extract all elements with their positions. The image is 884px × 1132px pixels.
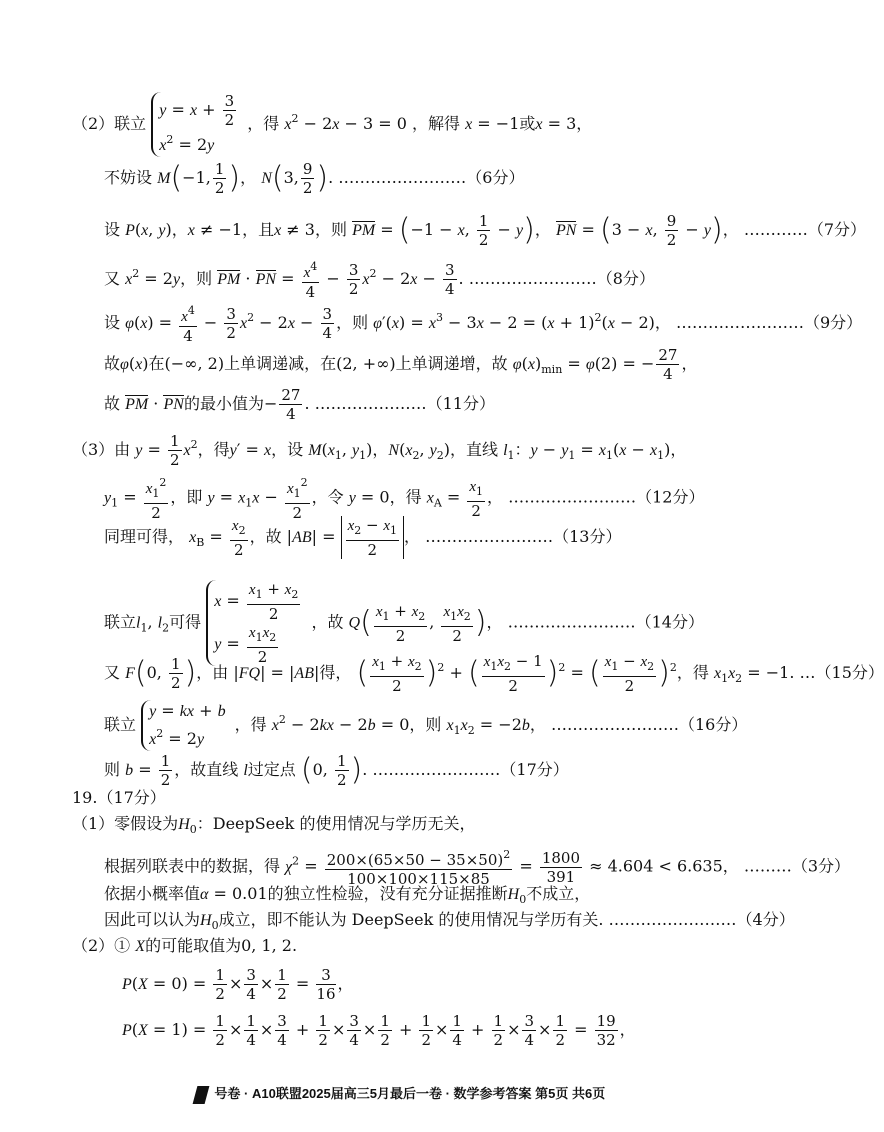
line-3: 设 P(x, y)，x ≠ −1，且x ≠ 3，则 PM = (−1 − x, $\frac{1}{2}$ − y)， PN = (3 − x, $\frac{9}{2}$ − y)， …………（7分）: [104, 212, 866, 249]
score-mark: ……………………（4分）: [608, 910, 795, 929]
text: 可得: [169, 612, 202, 632]
text: 的最小值为: [183, 394, 264, 413]
text: 故: [104, 354, 121, 373]
text: （3）由: [72, 440, 131, 459]
line-7: 故 PM · PN的最小值为− $\frac{27}{4}$ . …………………（11分）: [104, 386, 495, 423]
text: ，则: [180, 269, 213, 288]
line-21: P(X = 0) = $\frac{1}{2}$ × $\frac{3}{4}$ × $\frac{1}{2}$ = $\frac{3}{16}$ ，: [122, 966, 354, 1003]
text: 依据小概率值: [104, 884, 201, 903]
text: 根据列联表中的数据，得: [104, 856, 281, 876]
text: 设: [104, 313, 121, 332]
text: ，解得: [412, 114, 461, 133]
text: ，得: [234, 715, 267, 734]
score-mark: ………（3分）: [743, 856, 851, 876]
line-22: P(X = 1) = $\frac{1}{2}$ × $\frac{1}{4}$ × $\frac{3}{4}$ + $\frac{1}{2}$ × $\frac{3}{4}$ × $\frac{1}{2}$ + $\frac{1}{2}$ × $\frac{1}{4}$ + $\frac{1}{2}$ × $\frac{3}{4}$ × $\frac{1}{2}$ = $\frac{19}{32}$ ，: [122, 1012, 636, 1049]
text: ，且: [242, 220, 275, 239]
text: 同理可得，: [104, 527, 185, 546]
score-mark: …………………（11分）: [314, 394, 495, 413]
text: ，故: [249, 527, 282, 546]
text: 或: [519, 114, 536, 133]
score-mark: ……………………（6分）: [338, 168, 525, 187]
equation-system: y = kx + b $x^2 = 2y$: [141, 700, 225, 751]
text: ，令: [311, 487, 344, 507]
score-mark: ……………………（16分）: [550, 715, 748, 734]
text: 上单调递增，故: [395, 354, 508, 373]
line-4: 又 $x^2 = 2y$，则 PM · PN = $\frac{x^4}{4}$ − $\frac{3}{2}$ $x^2 - 2x$ − $\frac{3}{4}$ . ……………………（8分）: [104, 260, 655, 301]
score-mark: ……………………（8分）: [468, 269, 655, 288]
score-mark: …（15分）: [799, 663, 884, 682]
equation-system: x = $\frac{x_1 + x_2}{2}$ y = $\frac{x_1x_2}{2}$: [206, 580, 302, 666]
line-8: （3）由 y = $\frac{1}{2}$ $x^2$，得y′ = x，设 $M(x_1$, $y_1$)，$N(x_2$, $y_2$)，直线 $l_1$：$y - y_1 = x_1(x - x_1)$，: [72, 432, 687, 469]
text: ，得: [676, 663, 709, 682]
text: ：DeepSeek 的使用情况与学历无关，: [196, 814, 476, 833]
line-18: 依据小概率值α = 0.01的独立性检验，没有充分证据推断$H_0$不成立，: [104, 884, 591, 906]
line-17: 根据列联表中的数据，得 $\chi^2$ = $\frac{200\times(65\times 50 - 35\times 50)^2}{100\times 100\times 115\times 85}$ = $\frac{1800}{391}$ ≈ 4.604 < 6.635， ………（3分）: [104, 848, 851, 888]
question-19-heading: [72, 788, 166, 808]
brand-name: 号卷: [214, 1086, 241, 1101]
text: 不成立，: [526, 884, 591, 903]
brand-logo-icon: [192, 1086, 209, 1104]
page-footer: [0, 1083, 800, 1104]
line-2: 不妨设 M(−1, $\frac{1}{2}$ )， N(3, $\frac{9}{2}$ ). ……………………（6分）: [104, 160, 525, 197]
score-mark: ……………………（17分）: [372, 760, 569, 779]
text: ，则: [314, 220, 347, 239]
text: 成立，即不能认为 DeepSeek 的使用情况与学历有关.: [218, 910, 604, 929]
line-19: 因此可以认为$H_0$成立，即不能认为 DeepSeek 的使用情况与学历有关. ……………………（4分）: [104, 910, 795, 932]
text: ，故: [311, 612, 344, 632]
line-5: 设 φ(x) = $\frac{x^4}{4}$ − $\frac{3}{2}$ $x^2 - 2x$ − $\frac{3}{4}$ ，则 $\varphi'(x) = x^3 - 3x - 2 = (x + 1)^2(x - 2)$， ……………………（9分）: [104, 304, 863, 345]
text: ，得: [197, 440, 230, 459]
score-mark: ……………………（13分）: [425, 527, 622, 546]
text: 在: [148, 354, 165, 373]
text: 的独立性检验，没有充分证据推断: [267, 884, 508, 903]
text: 的可能取值为: [145, 936, 242, 955]
score-mark: …………（7分）: [743, 220, 866, 239]
line-12: 又 F(0, $\frac{1}{2}$ )，由 |FQ| = |AB|得， ( $\frac{x_1 + x_2}{2}$ )$^2$ + ( $\frac{x_1x_2 - 1}{2}$ )$^2$ = ( $\frac{x_1 - x_2}{2}$ )$^2$，得 $x_1x_2 = -1$. …（15分）: [104, 652, 884, 695]
text: ，由: [196, 663, 229, 682]
score-mark: ……………………（9分）: [675, 313, 863, 332]
text: 设: [104, 220, 121, 239]
text: ，设: [271, 440, 304, 459]
text: 19.（17分）: [72, 788, 166, 807]
text: （1）零假设为: [72, 814, 179, 833]
text: ，故直线: [174, 760, 239, 779]
footer-text: · A10联盟2025届高三5月最后一卷 · 数学参考答案 第5页 共6页: [244, 1086, 606, 1101]
text: （2）①: [72, 936, 131, 955]
line-16: （1）零假设为$H_0$：DeepSeek 的使用情况与学历无关，: [72, 814, 476, 836]
line-11: 联立$l_1$, $l_2$可得 x = $\frac{x_1 + x_2}{2}$ y = $\frac{x_1x_2}{2}$ ，故 Q( $\frac{x_1 + x_2}{2}$ , $\frac{x_1x_2}{2}$ )， ……………………（14分）: [104, 580, 704, 666]
text: ，得: [247, 114, 280, 133]
equation-system: y = x + $\frac{3}{2}$ $x^2 = 2y$: [151, 92, 238, 157]
text: 又: [104, 269, 121, 288]
text: 联立: [104, 715, 137, 734]
text: ，则: [336, 313, 369, 332]
line-14: 则 b = $\frac{1}{2}$ ，故直线 l过定点 (0, $\frac{1}{2}$ ). ……………………（17分）: [104, 752, 569, 789]
score-mark: ……………………（14分）: [507, 612, 704, 632]
text: （2）联立: [72, 114, 147, 133]
score-mark: ……………………（12分）: [508, 487, 705, 507]
line-10: 同理可得， $x_B$ = $\frac{x_2}{2}$ ，故 |AB| = $\frac{x_2 - x_1}{2}$ ， ……………………（13分）: [104, 516, 622, 559]
text: 不妨设: [104, 168, 153, 187]
text: ，即: [170, 487, 203, 507]
line-1: （2）联立 y = x + $\frac{3}{2}$ $x^2 = 2y$ ，得 $x^2 - 2x - 3 = 0$ ，解得 x = −1或x = 3，: [72, 92, 592, 157]
text: 因此可以认为: [104, 910, 201, 929]
text: 联立: [104, 612, 137, 632]
text: 故: [104, 394, 121, 413]
text: ，则: [409, 715, 442, 734]
text: 又: [104, 663, 121, 682]
line-13: 联立 y = kx + b $x^2 = 2y$ ，得 $x^2 - 2kx - 2b = 0$，则 $x_1x_2 = -2b$， ……………………（16分）: [104, 700, 747, 751]
text: 则: [104, 760, 121, 779]
line-6: 故φ(x)在(−∞, 2)上单调递减，在(2, +∞)上单调递增，故 $\varphi(x)_{min} = \varphi(2)$ = − $\frac{27}{4}$ ，: [104, 346, 698, 383]
text: 得，: [319, 663, 352, 682]
line-20: （2）① X的可能取值为0, 1, 2.: [72, 936, 298, 955]
text: 过定点: [247, 760, 296, 779]
text: ，直线: [449, 440, 498, 459]
line-9: $y_1$ = $\frac{x_1^2}{2}$ ，即 $y = x_1x$ − $\frac{x_1^2}{2}$ ，令 y = 0，得 $x_A$ = $\frac{x_1}{2}$ ， ……………………（12分）: [104, 476, 705, 522]
text: 上单调递减，在: [224, 354, 337, 373]
text: ，得: [389, 487, 422, 507]
